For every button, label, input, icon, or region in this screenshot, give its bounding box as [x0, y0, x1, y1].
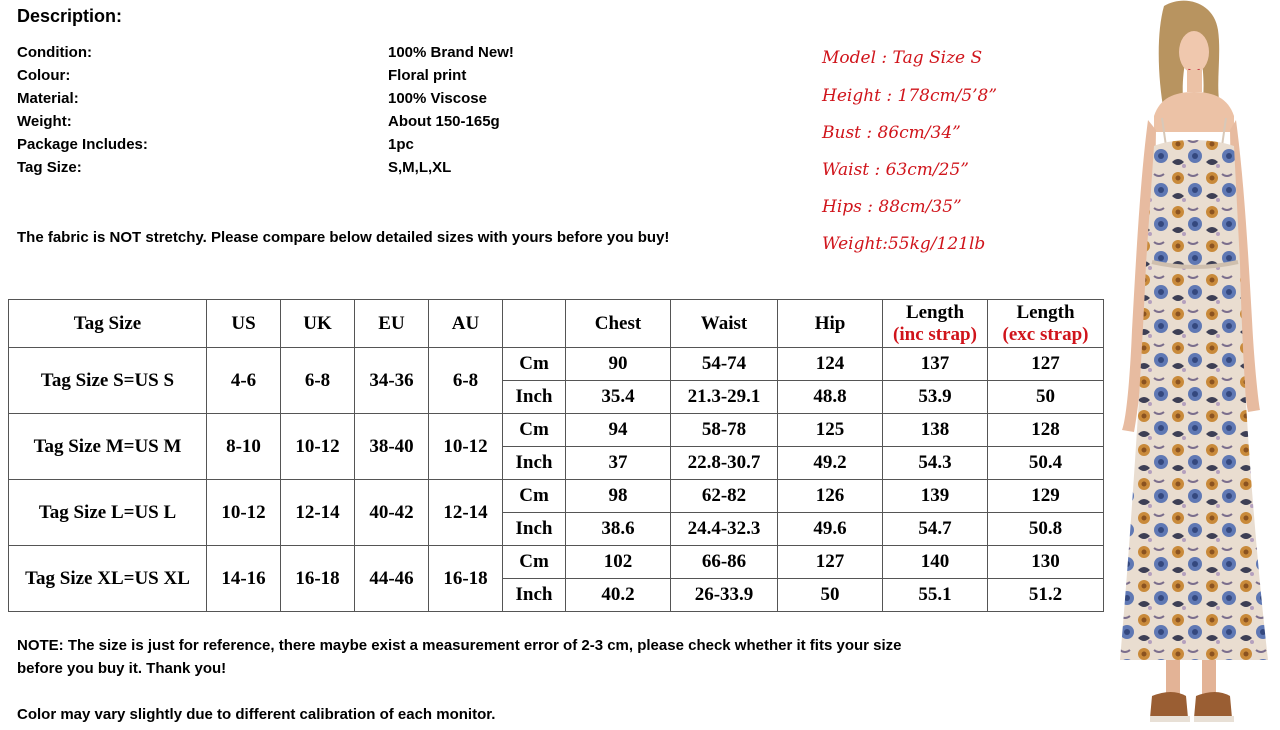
header-length-label: Length [1016, 301, 1075, 323]
unit-cell: Cm [503, 414, 566, 447]
spec-value: About 150-165g [388, 113, 500, 130]
header-unit [503, 300, 566, 348]
header-tag-size: Tag Size [9, 300, 207, 348]
hip-cell: 127 [778, 546, 883, 579]
note-color-variation: Color may vary slightly due to different calibration of each monitor. [17, 706, 496, 723]
model-photo [1102, 0, 1280, 730]
us-cell: 4-6 [207, 348, 281, 414]
uk-cell: 12-14 [281, 480, 355, 546]
length-inc-cell: 55.1 [883, 579, 988, 612]
us-cell: 14-16 [207, 546, 281, 612]
chest-cell: 37 [566, 447, 671, 480]
stretch-note: The fabric is NOT stretchy. Please compare below detailed sizes with yours before you buy! [17, 229, 670, 246]
spec-label: Colour: [17, 67, 71, 84]
length-inc-cell: 138 [883, 414, 988, 447]
waist-cell: 66-86 [671, 546, 778, 579]
note-measurement-line2: before you buy it. Thank you! [17, 660, 227, 677]
us-cell: 10-12 [207, 480, 281, 546]
header-eu: EU [355, 300, 429, 348]
header-uk: UK [281, 300, 355, 348]
tag-size-cell: Tag Size L=US L [9, 480, 207, 546]
table-row [9, 348, 1104, 381]
waist-cell: 58-78 [671, 414, 778, 447]
description-title: Description: [17, 6, 123, 26]
spec-label: Material: [17, 90, 79, 107]
length-inc-cell: 54.7 [883, 513, 988, 546]
eu-cell: 44-46 [355, 546, 429, 612]
unit-cell: Cm [503, 480, 566, 513]
chest-cell: 35.4 [566, 381, 671, 414]
unit-cell: Inch [503, 447, 566, 480]
spec-label: Package Includes: [17, 136, 148, 153]
model-line: Model : Tag Size S [822, 48, 983, 68]
chest-cell: 94 [566, 414, 671, 447]
hip-cell: 125 [778, 414, 883, 447]
spec-row-condition [17, 44, 577, 64]
length-exc-cell: 51.2 [988, 579, 1104, 612]
eu-cell: 34-36 [355, 348, 429, 414]
table-row [9, 414, 1104, 447]
spec-label: Tag Size: [17, 159, 82, 176]
spec-value: 1pc [388, 136, 414, 153]
header-waist: Waist [671, 300, 778, 348]
uk-cell: 6-8 [281, 348, 355, 414]
spec-row-tag-size [17, 159, 577, 179]
size-chart-table [8, 299, 1104, 612]
length-inc-cell: 139 [883, 480, 988, 513]
model-line: Hips : 88cm/35” [822, 197, 962, 217]
length-exc-cell: 50.4 [988, 447, 1104, 480]
spec-value: 100% Viscose [388, 90, 487, 107]
eu-cell: 38-40 [355, 414, 429, 480]
chest-cell: 102 [566, 546, 671, 579]
header-exc-strap-label: (exc strap) [1002, 323, 1089, 345]
note-measurement-line1: NOTE: The size is just for reference, there maybe exist a measurement error of 2-3 cm, please check whether it fits your size [17, 637, 902, 654]
unit-cell: Cm [503, 348, 566, 381]
length-exc-cell: 127 [988, 348, 1104, 381]
table-header-row [9, 300, 1104, 348]
header-chest: Chest [566, 300, 671, 348]
length-exc-cell: 129 [988, 480, 1104, 513]
eu-cell: 40-42 [355, 480, 429, 546]
spec-value: S,M,L,XL [388, 159, 452, 176]
spec-row-colour [17, 67, 577, 87]
chest-cell: 90 [566, 348, 671, 381]
spec-value: 100% Brand New! [388, 44, 514, 61]
header-au: AU [429, 300, 503, 348]
model-line: Height : 178cm/5’8” [822, 86, 998, 106]
spec-value: Floral print [388, 67, 467, 84]
tag-size-cell: Tag Size XL=US XL [9, 546, 207, 612]
hip-cell: 126 [778, 480, 883, 513]
au-cell: 16-18 [429, 546, 503, 612]
spec-label: Weight: [17, 113, 72, 130]
length-inc-cell: 137 [883, 348, 988, 381]
us-cell: 8-10 [207, 414, 281, 480]
spec-row-material [17, 90, 577, 110]
unit-cell: Cm [503, 546, 566, 579]
model-line: Weight:55kg/121lb [822, 234, 986, 254]
waist-cell: 62-82 [671, 480, 778, 513]
au-cell: 10-12 [429, 414, 503, 480]
waist-cell: 24.4-32.3 [671, 513, 778, 546]
unit-cell: Inch [503, 513, 566, 546]
header-us: US [207, 300, 281, 348]
header-hip: Hip [778, 300, 883, 348]
table-row [9, 546, 1104, 579]
spec-row-package [17, 136, 577, 156]
spec-label: Condition: [17, 44, 92, 61]
length-exc-cell: 128 [988, 414, 1104, 447]
unit-cell: Inch [503, 381, 566, 414]
length-exc-cell: 50.8 [988, 513, 1104, 546]
hip-cell: 50 [778, 579, 883, 612]
uk-cell: 16-18 [281, 546, 355, 612]
hip-cell: 48.8 [778, 381, 883, 414]
length-exc-cell: 130 [988, 546, 1104, 579]
uk-cell: 10-12 [281, 414, 355, 480]
waist-cell: 22.8-30.7 [671, 447, 778, 480]
header-length-label: Length [905, 301, 965, 323]
waist-cell: 26-33.9 [671, 579, 778, 612]
hip-cell: 124 [778, 348, 883, 381]
chest-cell: 38.6 [566, 513, 671, 546]
header-length-exc-strap [988, 300, 1104, 348]
unit-cell: Inch [503, 579, 566, 612]
model-line: Waist : 63cm/25” [822, 160, 969, 180]
header-length-inc-strap [883, 300, 988, 348]
length-inc-cell: 53.9 [883, 381, 988, 414]
length-exc-cell: 50 [988, 381, 1104, 414]
length-inc-cell: 140 [883, 546, 988, 579]
chest-cell: 40.2 [566, 579, 671, 612]
waist-cell: 21.3-29.1 [671, 381, 778, 414]
au-cell: 6-8 [429, 348, 503, 414]
au-cell: 12-14 [429, 480, 503, 546]
model-line: Bust : 86cm/34” [822, 123, 961, 143]
spec-row-weight [17, 113, 577, 133]
table-row [9, 480, 1104, 513]
tag-size-cell: Tag Size S=US S [9, 348, 207, 414]
hip-cell: 49.2 [778, 447, 883, 480]
chest-cell: 98 [566, 480, 671, 513]
length-inc-cell: 54.3 [883, 447, 988, 480]
tag-size-cell: Tag Size M=US M [9, 414, 207, 480]
hip-cell: 49.6 [778, 513, 883, 546]
waist-cell: 54-74 [671, 348, 778, 381]
header-inc-strap-label: (inc strap) [893, 323, 977, 345]
